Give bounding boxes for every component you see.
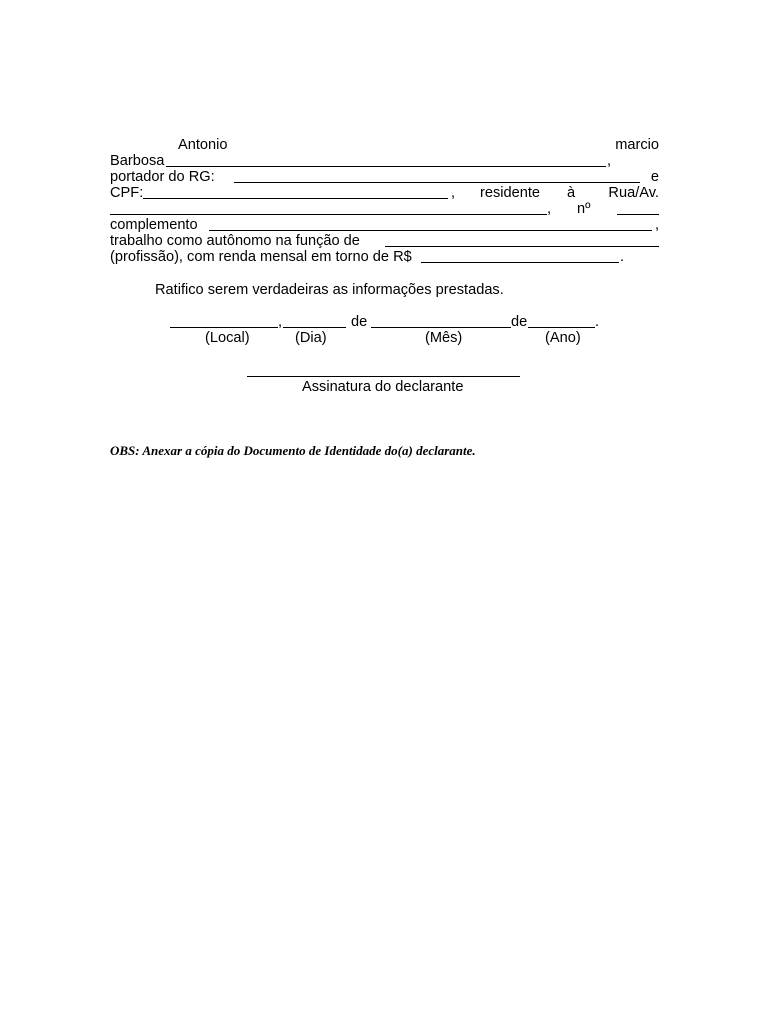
line-address bbox=[110, 201, 659, 217]
complemento-comma: , bbox=[654, 217, 659, 233]
date-period: . bbox=[595, 314, 600, 330]
ano-blank-line[interactable] bbox=[528, 327, 595, 328]
de-text-1: de bbox=[351, 314, 368, 330]
ratify-text: Ratifico serem verdadeiras as informações prestadas. bbox=[155, 282, 504, 298]
line-name bbox=[110, 137, 659, 153]
date-comma: , bbox=[278, 314, 283, 330]
mes-blank-line[interactable] bbox=[371, 327, 511, 328]
address-blank-line[interactable] bbox=[110, 214, 547, 215]
complemento-label: complemento bbox=[110, 217, 198, 233]
mes-label: (Mês) bbox=[425, 330, 463, 346]
ano-label: (Ano) bbox=[545, 330, 581, 346]
dia-blank-line[interactable] bbox=[283, 327, 346, 328]
numero-blank-line[interactable] bbox=[617, 214, 659, 215]
line-rg bbox=[110, 169, 659, 185]
line-funcao bbox=[110, 233, 659, 249]
rg-label: portador do RG: bbox=[110, 169, 215, 185]
surname-blank-line[interactable] bbox=[166, 166, 606, 167]
renda-period: . bbox=[620, 249, 625, 265]
dia-label: (Dia) bbox=[295, 330, 327, 346]
line-cpf bbox=[110, 185, 659, 201]
cpf-blank-line[interactable] bbox=[143, 198, 448, 199]
local-blank-line[interactable] bbox=[170, 327, 278, 328]
a-text: à bbox=[567, 185, 576, 201]
funcao-label: trabalho como autônomo na função de bbox=[110, 233, 360, 249]
surname-text: Barbosa bbox=[110, 153, 165, 169]
renda-label: (profissão), com renda mensal em torno de R$ bbox=[110, 249, 412, 265]
surname-comma: , bbox=[607, 153, 612, 169]
rg-e-text: e bbox=[650, 169, 659, 185]
line-complemento bbox=[110, 217, 659, 233]
line-renda bbox=[110, 249, 659, 265]
de-text-2: de bbox=[511, 314, 528, 330]
address-comma: , bbox=[547, 201, 552, 217]
signature-blank-line[interactable] bbox=[247, 376, 520, 377]
first-name-text: Antonio bbox=[178, 137, 228, 153]
residente-text: residente bbox=[480, 185, 541, 201]
complemento-blank-line[interactable] bbox=[209, 230, 652, 231]
renda-blank-line[interactable] bbox=[421, 262, 619, 263]
rua-av-text: Rua/Av. bbox=[608, 185, 659, 201]
signature-label: Assinatura do declarante bbox=[302, 379, 464, 395]
cpf-comma: , bbox=[451, 185, 456, 201]
funcao-blank-line[interactable] bbox=[385, 246, 659, 247]
rg-blank-line[interactable] bbox=[234, 182, 640, 183]
local-label: (Local) bbox=[205, 330, 250, 346]
obs-note: OBS: Anexar a cópia do Documento de Identidade do(a) declarante. bbox=[110, 443, 476, 458]
numero-text: nº bbox=[577, 201, 591, 217]
name-word-text: marcio bbox=[615, 137, 659, 153]
cpf-label: CPF: bbox=[110, 185, 144, 201]
line-surname bbox=[110, 153, 659, 169]
